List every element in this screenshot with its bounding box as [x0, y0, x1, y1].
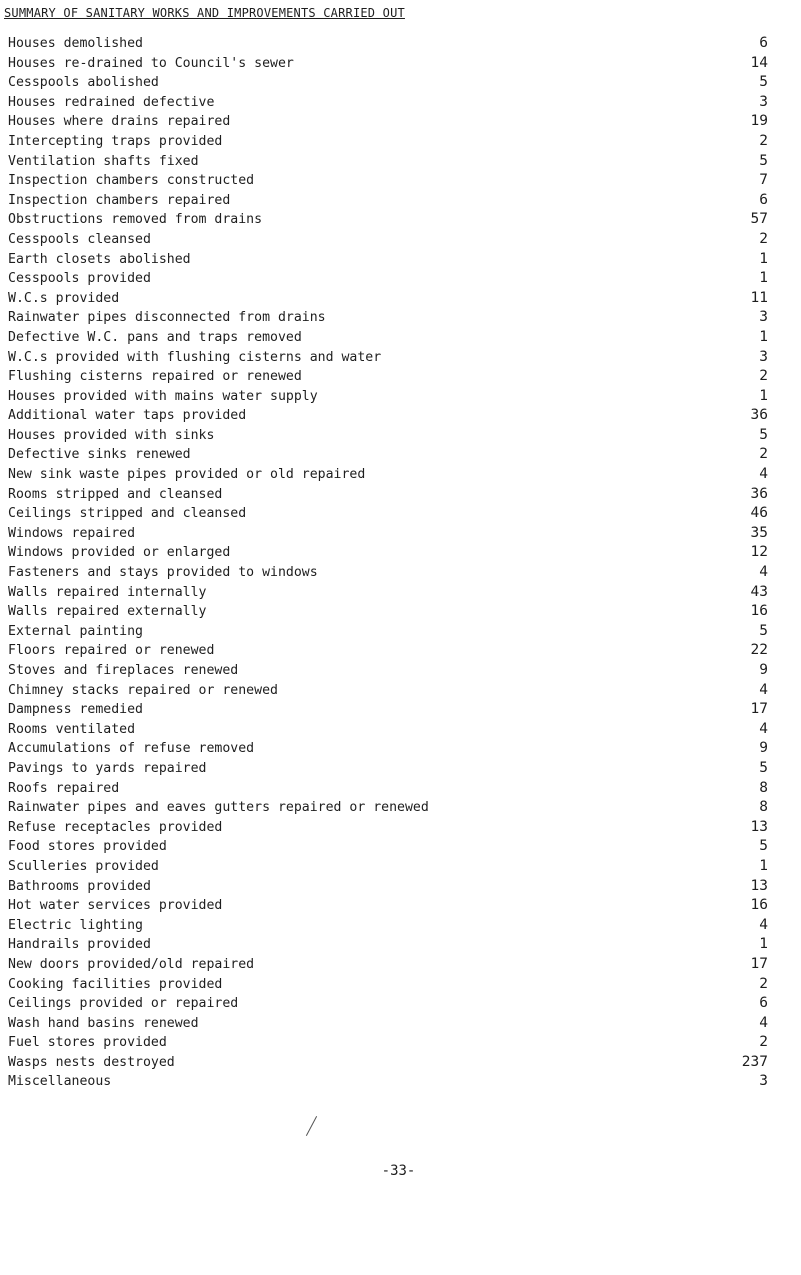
item-count: 8	[759, 779, 768, 796]
list-item	[8, 34, 798, 54]
item-label: W.C.s provided	[8, 290, 120, 306]
item-label: Additional water taps provided	[8, 408, 247, 424]
list-item	[8, 269, 798, 289]
item-label: Houses provided with sinks	[8, 427, 215, 443]
item-label: Windows provided or enlarged	[8, 545, 231, 561]
list-item	[8, 426, 798, 446]
item-count: 1	[759, 387, 768, 404]
item-label: Cooking facilities provided	[8, 976, 223, 992]
item-label: Hot water services provided	[8, 898, 223, 914]
item-label: Windows repaired	[8, 525, 136, 541]
item-label: Ventilation shafts fixed	[8, 153, 199, 169]
item-label: Flushing cisterns repaired or renewed	[8, 369, 302, 385]
item-label: Rainwater pipes and eaves gutters repaired or renewed	[8, 800, 429, 816]
list-item	[8, 857, 798, 877]
list-item	[8, 622, 798, 642]
item-label: Defective sinks renewed	[8, 447, 191, 463]
list-item	[8, 916, 798, 936]
item-label: Houses provided with mains water supply	[8, 388, 318, 404]
list-item	[8, 720, 798, 740]
item-count: 4	[759, 916, 768, 933]
item-count: 4	[759, 720, 768, 737]
item-count: 4	[759, 466, 768, 483]
list-item	[8, 759, 798, 779]
item-label: Wasps nests destroyed	[8, 1054, 175, 1070]
item-count: 36	[750, 407, 768, 424]
item-label: Handrails provided	[8, 937, 151, 953]
list-item	[8, 152, 798, 172]
item-count: 2	[759, 132, 768, 149]
item-label: Electric lighting	[8, 917, 143, 933]
list-item	[8, 132, 798, 152]
item-label: Walls repaired externally	[8, 604, 207, 620]
item-count: 5	[759, 759, 768, 776]
list-item	[8, 465, 798, 485]
item-label: Refuse receptacles provided	[8, 819, 223, 835]
list-item	[8, 524, 798, 544]
item-label: Ceilings stripped and cleansed	[8, 506, 247, 522]
item-count: 9	[759, 662, 768, 678]
item-count: 11	[750, 289, 768, 306]
list-item	[8, 289, 798, 309]
item-label: Walls repaired internally	[8, 584, 207, 600]
item-count: 36	[750, 485, 768, 502]
item-count: 2	[759, 975, 768, 992]
item-count: 5	[759, 152, 768, 169]
item-count: 4	[759, 681, 768, 698]
item-label: Stoves and fireplaces renewed	[8, 663, 239, 678]
list-item	[8, 73, 798, 93]
item-label: Houses re-drained to Council's sewer	[8, 55, 294, 71]
list-item	[8, 230, 798, 250]
list-item	[8, 877, 798, 897]
item-count: 7	[759, 172, 768, 189]
list-item	[8, 700, 798, 720]
list-item	[8, 583, 798, 603]
item-count: 17	[750, 955, 768, 972]
item-label: Miscellaneous	[8, 1074, 112, 1090]
list-item	[8, 1033, 798, 1053]
item-count: 22	[750, 642, 768, 659]
list-item	[8, 818, 798, 838]
list-item	[8, 112, 798, 132]
item-count: 8	[759, 799, 768, 816]
item-label: Inspection chambers constructed	[8, 173, 255, 189]
item-count: 5	[759, 838, 768, 855]
page-heading: SUMMARY OF SANITARY WORKS AND IMPROVEMENTS CARRIED OUT	[4, 6, 405, 20]
item-label: Cesspools abolished	[8, 75, 159, 91]
item-count: 1	[759, 328, 768, 345]
item-count: 2	[759, 446, 768, 463]
item-label: Inspection chambers repaired	[8, 192, 231, 208]
item-label: Dampness remedied	[8, 702, 143, 718]
item-label: Cesspools cleansed	[8, 231, 151, 247]
list-item	[8, 661, 798, 681]
item-label: Houses where drains repaired	[8, 114, 231, 130]
item-label: Fasteners and stays provided to windows	[8, 565, 318, 581]
item-count: 1	[759, 857, 768, 874]
list-item	[8, 641, 798, 661]
list-item	[8, 308, 798, 328]
item-count: 2	[759, 368, 768, 385]
item-count: 2	[759, 230, 768, 247]
list-item	[8, 602, 798, 622]
item-label: Wash hand basins renewed	[8, 1015, 199, 1031]
list-item	[8, 171, 798, 191]
list-item	[8, 93, 798, 113]
list-item	[8, 406, 798, 426]
pen-mark	[306, 1116, 317, 1136]
list-item	[8, 328, 798, 348]
item-count: 4	[759, 1014, 768, 1031]
list-item	[8, 896, 798, 916]
item-count: 3	[759, 348, 768, 365]
list-item	[8, 779, 798, 799]
item-count: 43	[750, 583, 768, 600]
list-item	[8, 543, 798, 563]
item-label: Intercepting traps provided	[8, 133, 223, 149]
item-label: Cesspools provided	[8, 271, 151, 287]
item-count: 3	[759, 309, 768, 326]
item-count: 57	[750, 211, 768, 228]
item-count: 6	[759, 191, 768, 208]
item-label: Chimney stacks repaired or renewed	[8, 682, 278, 698]
item-label: Roofs repaired	[8, 780, 120, 796]
list-item	[8, 681, 798, 701]
list-item	[8, 387, 798, 407]
item-count: 1	[759, 270, 768, 287]
item-label: Obstructions removed from drains	[8, 212, 263, 228]
list-item	[8, 563, 798, 583]
item-label: New sink waste pipes provided or old repaired	[8, 467, 366, 483]
list-item	[8, 348, 798, 368]
item-count: 5	[759, 622, 768, 639]
page-number: -33-	[381, 1163, 416, 1179]
list-item	[8, 935, 798, 955]
item-label: Bathrooms provided	[8, 878, 151, 894]
item-count: 14	[750, 54, 768, 71]
item-label: Houses redrained defective	[8, 94, 215, 110]
list-item	[8, 837, 798, 857]
list-item	[8, 485, 798, 505]
list-item	[8, 250, 798, 270]
item-count: 237	[741, 1053, 768, 1070]
item-count: 13	[750, 877, 768, 894]
item-count: 16	[750, 897, 768, 914]
item-label: Floors repaired or renewed	[8, 643, 215, 659]
item-count: 6	[759, 35, 768, 51]
sanitary-works-list	[8, 34, 798, 1092]
item-count: 12	[750, 544, 768, 561]
item-label: W.C.s provided with flushing cisterns and water	[8, 349, 382, 365]
item-label: New doors provided/old repaired	[8, 956, 255, 972]
item-count: 17	[750, 701, 768, 718]
list-item	[8, 739, 798, 759]
item-count: 1	[759, 250, 768, 267]
item-count: 4	[759, 564, 768, 581]
list-item	[8, 1014, 798, 1034]
list-item	[8, 955, 798, 975]
item-label: Food stores provided	[8, 839, 167, 855]
list-item	[8, 975, 798, 995]
list-item	[8, 54, 798, 74]
list-item	[8, 210, 798, 230]
item-label: Ceilings provided or repaired	[8, 996, 239, 1012]
item-label: Pavings to yards repaired	[8, 760, 207, 776]
list-item	[8, 1072, 798, 1092]
item-count: 35	[750, 524, 768, 541]
item-label: Earth closets abolished	[8, 251, 191, 267]
item-label: Accumulations of refuse removed	[8, 741, 255, 757]
item-label: Defective W.C. pans and traps removed	[8, 329, 302, 345]
item-count: 3	[759, 1073, 768, 1090]
item-count: 16	[750, 603, 768, 620]
list-item	[8, 994, 798, 1014]
item-label: Rooms ventilated	[8, 721, 136, 737]
item-label: Fuel stores provided	[8, 1035, 167, 1051]
item-label: Sculleries provided	[8, 858, 159, 874]
item-count: 46	[750, 505, 768, 522]
item-count: 2	[759, 1034, 768, 1051]
item-count: 19	[750, 113, 768, 130]
item-label: External painting	[8, 623, 143, 639]
list-item	[8, 367, 798, 387]
item-count: 9	[759, 740, 768, 757]
list-item	[8, 445, 798, 465]
item-count: 5	[759, 74, 768, 91]
list-item	[8, 798, 798, 818]
item-count: 1	[759, 936, 768, 953]
item-count: 5	[759, 426, 768, 443]
list-item	[8, 1053, 798, 1073]
item-label: Houses demolished	[8, 36, 143, 51]
item-label: Rooms stripped and cleansed	[8, 486, 223, 502]
item-count: 6	[759, 995, 768, 1012]
item-count: 3	[759, 93, 768, 110]
item-count: 13	[750, 818, 768, 835]
list-item	[8, 191, 798, 211]
item-label: Rainwater pipes disconnected from drains	[8, 310, 326, 326]
list-item	[8, 504, 798, 524]
